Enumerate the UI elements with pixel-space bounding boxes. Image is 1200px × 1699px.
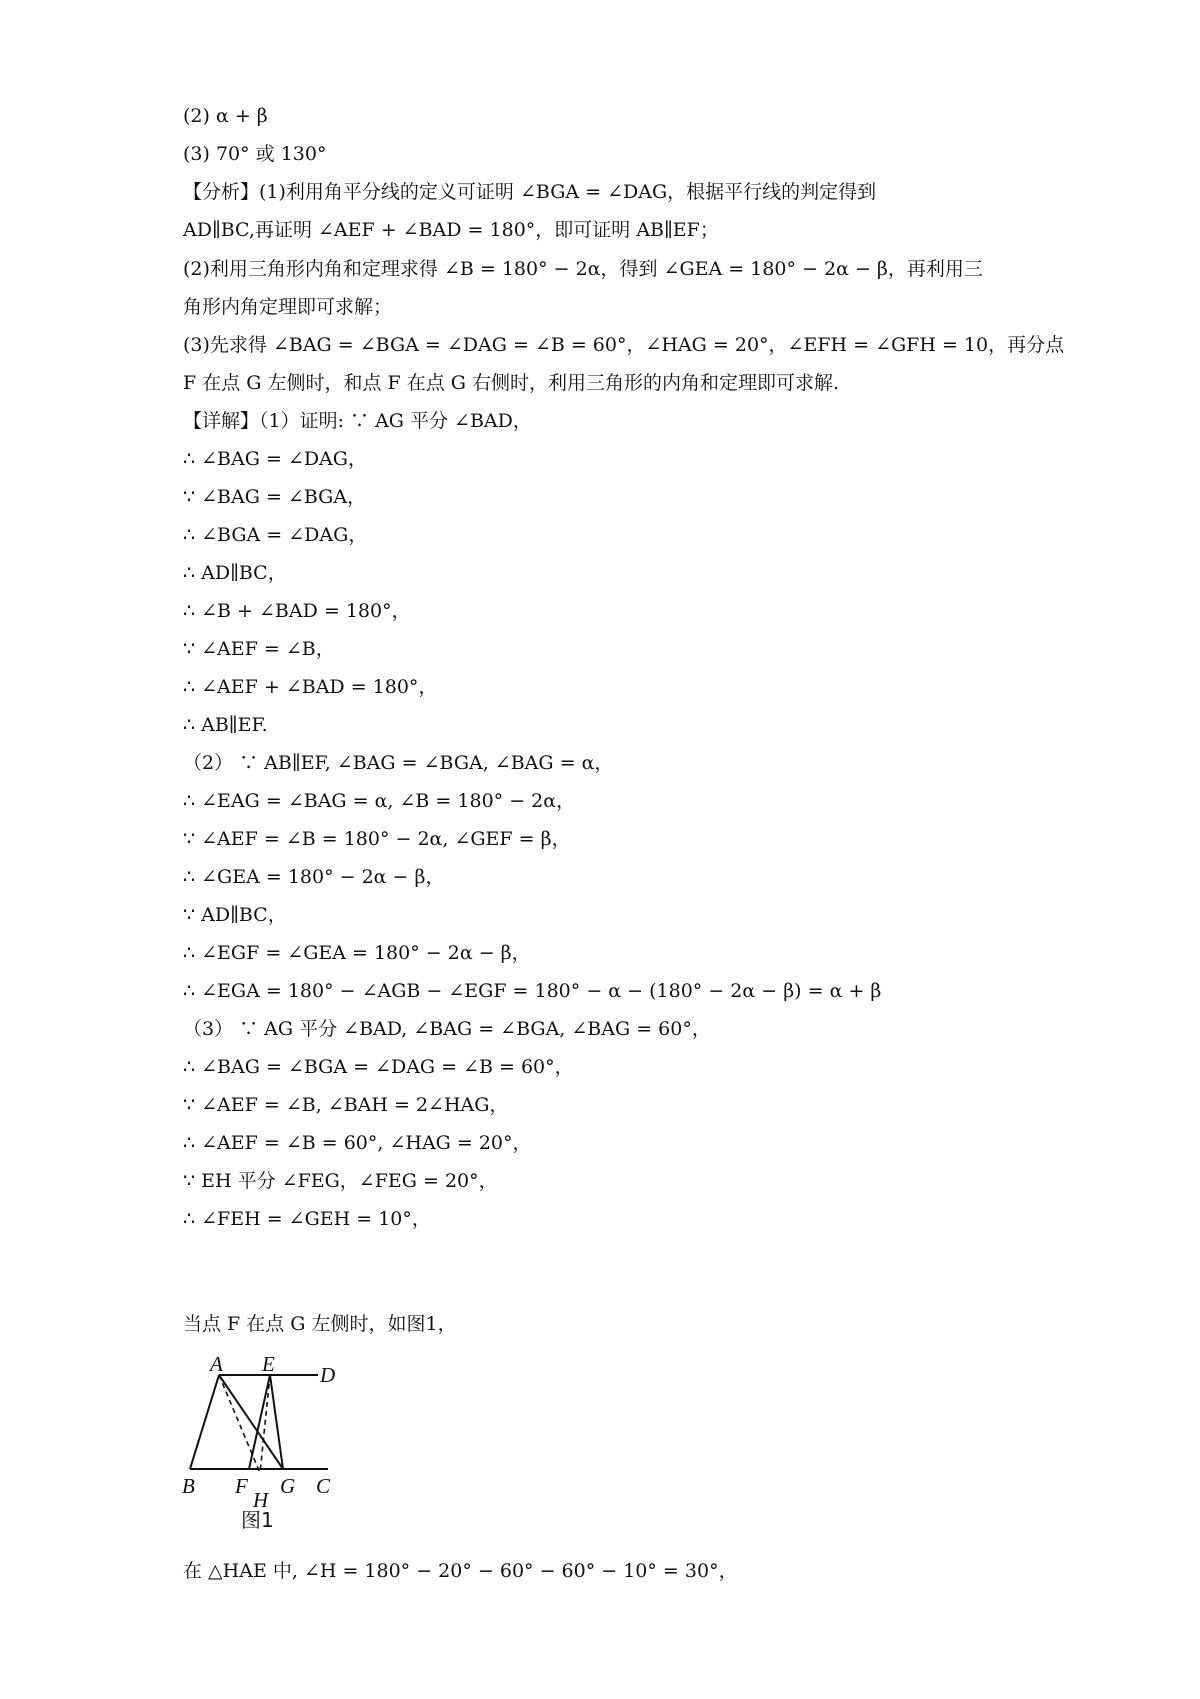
proof-step: ∵ AD∥BC， [183,904,287,926]
label-F: F [235,1474,248,1498]
proof-step: ∵ ∠AEF = ∠B, ∠BAH = 2∠HAG， [183,1094,509,1116]
proof-step: ∴ ∠EGF = ∠GEA = 180° − 2α − β， [183,942,531,964]
analysis-line: AD∥BC,再证明 ∠AEF + ∠BAD = 180°，即可证明 AB∥EF； [183,219,719,241]
analysis-line: (3)先求得 ∠BAG = ∠BGA = ∠DAG = ∠B = 60°，∠HAG = 20°，∠EFH = ∠GFH = 10，再分点 [183,334,1065,356]
answer-part-3: (3) 70° 或 130° [183,143,327,165]
line-AB [190,1375,219,1469]
figure-caption: 图1 [241,1508,274,1532]
analysis-line: 角形内角定理即可求解； [183,296,393,318]
line-EG [270,1375,283,1469]
proof-step: （2） ∵ AB∥EF, ∠BAG = ∠BGA, ∠BAG = α， [183,752,614,774]
proof-step: ∴ AB∥EF. [183,714,268,736]
detail-heading: 【详解】（1）证明: ∵ AG 平分 ∠BAD， [183,410,532,432]
label-A: A [210,1355,223,1376]
proof-step: ∴ ∠BAG = ∠DAG， [183,448,367,470]
proof-step: ∴ ∠B + ∠BAD = 180°， [183,600,411,622]
proof-step: ∴ ∠GEA = 180° − 2α − β， [183,866,445,888]
analysis-line: 【分析】(1)利用角平分线的定义可证明 ∠BGA = ∠DAG，根据平行线的判定得到 [183,181,877,203]
label-D: D [320,1363,336,1387]
proof-step: ∵ EH 平分 ∠FEG，∠FEG = 20°， [183,1170,498,1192]
proof-step: ∵ ∠BAG = ∠BGA， [183,486,367,508]
analysis-line: (2)利用三角形内角和定理求得 ∠B = 180° − 2α，得到 ∠GEA = 180° − 2α − β，再利用三 [183,258,983,280]
label-H: H [253,1488,269,1512]
label-G: G [280,1474,296,1498]
label-E: E [262,1355,275,1376]
proof-step: ∵ ∠AEF = ∠B = 180° − 2α, ∠GEF = β， [183,828,571,850]
proof-step: ∴ AD∥BC， [183,562,287,584]
label-C: C [316,1474,331,1498]
proof-step: ∴ ∠BGA = ∠DAG， [183,524,368,546]
analysis-line: F 在点 G 左侧时，和点 F 在点 G 右侧时，利用三角形的内角和定理即可求解. [183,372,840,394]
proof-step: （3） ∵ AG 平分 ∠BAD, ∠BAG = ∠BGA, ∠BAG = 60°， [183,1018,711,1040]
label-B: B [182,1474,195,1498]
final-step: 在 △HAE 中, ∠H = 180° − 20° − 60° − 60° − 10° = 30°， [183,1560,738,1582]
line-AG [219,1375,283,1469]
proof-step: ∵ ∠AEF = ∠B， [183,638,335,660]
proof-step: ∴ ∠BAG = ∠BGA = ∠DAG = ∠B = 60°， [183,1056,574,1078]
line-AH-dashed [219,1375,260,1473]
proof-step: ∴ ∠AEF = ∠B = 60°, ∠HAG = 20°， [183,1132,532,1154]
proof-step: ∴ ∠EGA = 180° − ∠AGB − ∠EGF = 180° − α − (180° − 2α − β) = α + β [183,980,882,1002]
proof-step: ∴ ∠AEF + ∠BAD = 180°， [183,676,438,698]
case-intro: 当点 F 在点 G 左侧时，如图1， [183,1313,457,1335]
figure-1-diagram [180,1355,380,1555]
answer-part-2: (2) α + β [183,105,268,127]
proof-step: ∴ ∠FEH = ∠GEH = 10°， [183,1208,431,1230]
proof-step: ∴ ∠EAG = ∠BAG = α, ∠B = 180° − 2α， [183,790,576,812]
line-EH-dashed [260,1375,270,1473]
